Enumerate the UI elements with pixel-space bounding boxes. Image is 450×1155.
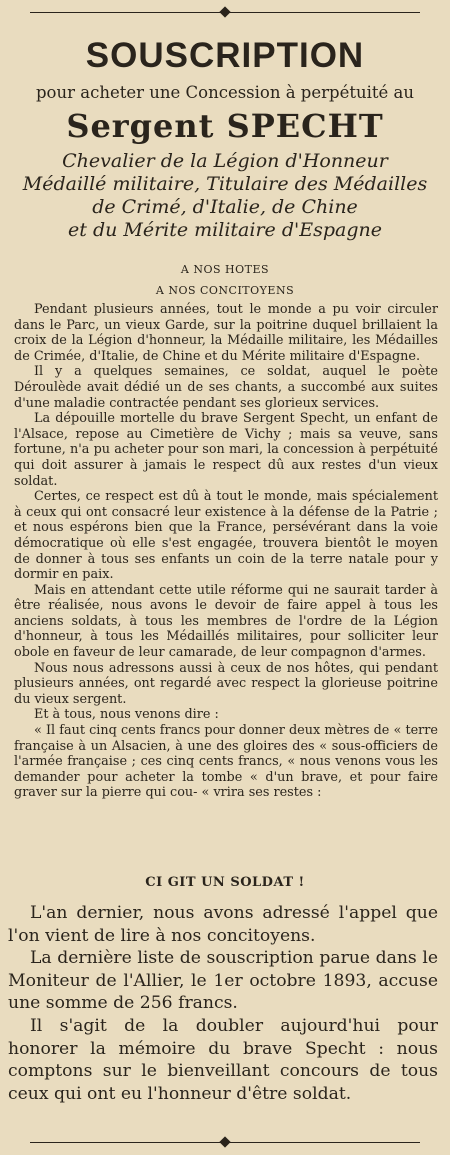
epitaph: CI GIT UN SOLDAT ! (145, 875, 305, 890)
headline-subtitle: pour acheter une Concession à perpétuité au (36, 83, 414, 102)
honour-line: de Crimé, d'Italie, de Chine (92, 196, 358, 218)
honour-line: Médaillé militaire, Titulaire des Médailles (22, 173, 428, 195)
top-ornament-rule (30, 6, 420, 20)
postscript-paragraph: L'an dernier, nous avons adressé l'appel que l'on vient de lire à nos concitoyens. (8, 903, 438, 946)
bottom-ornament-rule (30, 1136, 420, 1150)
paragraph: La dépouille mortelle du brave Sergent Specht, un enfant de l'Alsace, repose au Cimetière de Vichy ; mais sa veuve, sans fortune, n'a pu acheter pour son mari, la concession à perpétuité qui doit assurer à jamais le respect dû aux restes d'un vieux soldat. (14, 411, 438, 489)
diamond-ornament-icon (219, 1136, 230, 1147)
paragraph: Il y a quelques semaines, ce soldat, auquel le poète Déroulède avait dédié un de ses chants, a succombé aux suites d'une maladie contractée pendant ses glorieux services. (14, 364, 438, 411)
paragraph: Pendant plusieurs années, tout le monde a pu voir circuler dans le Parc, un vieux Garde, sur la poitrine duquel brillaient la croix de la Légion d'honneur, la Médaille militaire, les Médailles de Crimée, d'Italie, de Chine et du Mérite militaire d'Espagne. (14, 302, 438, 364)
paragraph: Certes, ce respect est dû à tout le monde, mais spécialement à ceux qui ont consacré leur existence à la défense de la Patrie ; et nous espérons bien que la France, persévérant dans la voie démocratique où elle s'est engagée, trouvera bientôt le moyen de donner à tous ses enfants un coin de la terre natale pour y dormir en paix. (14, 489, 438, 583)
heading-hosts: A NOS HOTES (180, 263, 270, 276)
honour-line: Chevalier de la Légion d'Honneur (62, 150, 388, 172)
postscript-body (8, 902, 438, 1105)
honoree-name: Sergent SPECHT (66, 107, 384, 145)
postscript-paragraph: La dernière liste de souscription parue dans le Moniteur de l'Allier, le 1er octobre 1893, accuse une somme de 256 francs. (8, 948, 438, 1014)
quoted-paragraph: « Il faut cinq cents francs pour donner deux mètres de « terre française à un Alsacien, à une des gloires des « sous-officiers de l'armée française ; ces cinq cents francs, « nous venons vous les demander pour acheter la tombe « d'un brave, et pour faire graver sur la pierre qui cou- « vrira ses restes : (14, 723, 438, 801)
headline-title: SOUSCRIPTION (85, 36, 365, 75)
postscript-paragraph: Il s'agit de la doubler aujourd'hui pour honorer la mémoire du brave Specht : nous comptons sur le bienveillant concours de tous ceux qui ont eu l'honneur d'être soldat. (8, 1015, 438, 1104)
honours-block (0, 150, 450, 242)
diamond-ornament-icon (219, 6, 230, 17)
appeal-body (14, 302, 438, 801)
heading-citizens: A NOS CONCITOYENS (155, 284, 295, 297)
paragraph: Nous nous adressons aussi à ceux de nos hôtes, qui pendant plusieurs années, ont regardé avec respect la glorieuse poitrine du vieux sergent. (14, 660, 438, 707)
paragraph: Et à tous, nous venons dire : (34, 707, 219, 723)
honour-line: et du Mérite militaire d'Espagne (68, 219, 382, 241)
paragraph: Mais en attendant cette utile réforme qui ne saurait tarder à être réalisée, nous avons le devoir de faire appel à tous les anciens soldats, à tous les membres de l'ordre de la Légion d'honneur, à tous les Médaillés militaires, pour solliciter leur obole en faveur de leur camarade, de leur compagnon d'armes. (14, 582, 438, 661)
